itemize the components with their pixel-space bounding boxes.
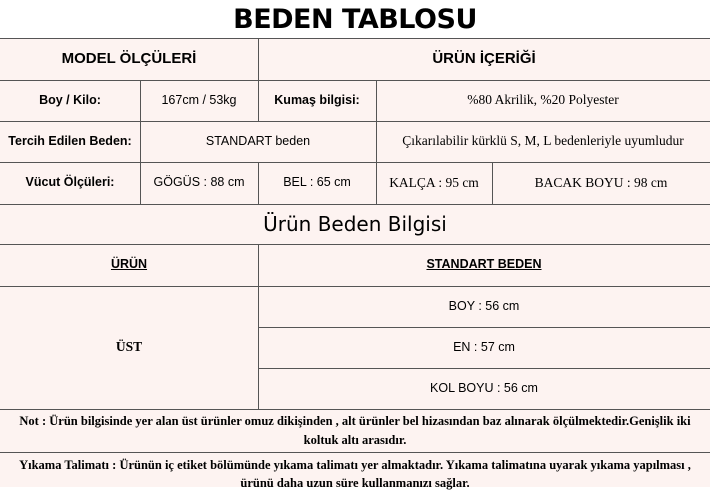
- width-measurement: EN : 57 cm: [453, 339, 515, 354]
- washing-instructions: Yıkama Talimatı : Ürünün iç etiket bölümünde yıkama talimatı yer almaktadır. Yıkama talimatına uyarak yıkama yapılması , ürünü daha uzun süre kullanmanızı sağlar.: [19, 458, 691, 491]
- sleeve-length-measurement: KOL BOYU : 56 cm: [430, 380, 538, 395]
- height-weight-value: 167cm / 53kg: [161, 92, 237, 107]
- standard-size-column-header: STANDART BEDEN: [426, 257, 542, 272]
- measurement-note: Not : Ürün bilgisinde yer alan üst ürünler omuz dikişinden , alt ürünler bel hizasından baz alınarak ölçülmektedir.Genişlik iki koltuk altı arasıdır.: [19, 414, 691, 447]
- waist-measurement: BEL : 65 cm: [283, 175, 351, 190]
- height-weight-label: Boy / Kilo:: [39, 92, 101, 107]
- preferred-size-value: STANDART beden: [205, 133, 311, 148]
- page-title: BEDEN TABLOSU: [0, 0, 710, 38]
- length-measurement: BOY : 56 cm: [448, 298, 520, 313]
- product-content-header: ÜRÜN İÇERİĞİ: [432, 49, 536, 67]
- preferred-size-label: Tercih Edilen Beden:: [8, 133, 132, 148]
- fabric-label: Kumaş bilgisi:: [274, 92, 360, 107]
- chest-measurement: GÖGÜS : 88 cm: [153, 175, 245, 190]
- product-name: ÜST: [115, 339, 143, 355]
- model-measurements-header: MODEL ÖLÇÜLERİ: [61, 49, 197, 67]
- size-compatibility-note: Çıkarılabilir kürklü S, M, L bedenleriyle uyumludur: [402, 133, 684, 149]
- hip-measurement: KALÇA : 95 cm: [389, 174, 479, 190]
- fabric-value: %80 Akrilik, %20 Polyester: [467, 92, 619, 108]
- body-measurements-label: Vücut Ölçüleri:: [25, 175, 115, 190]
- product-column-header: ÜRÜN: [110, 257, 148, 272]
- size-info-title: Ürün Beden Bilgisi: [263, 211, 447, 236]
- leg-length-measurement: BACAK BOYU : 98 cm: [534, 174, 668, 190]
